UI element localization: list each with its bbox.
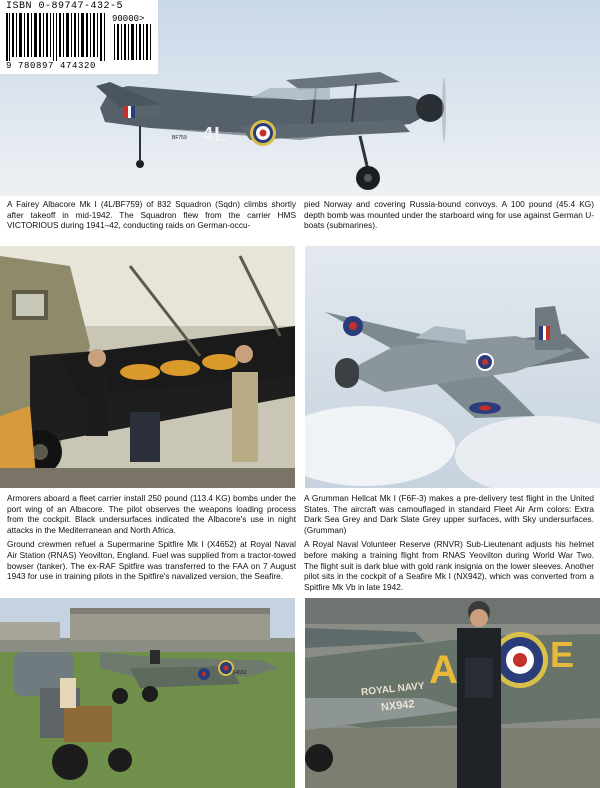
rnvr-pilot-caption: A Royal Naval Volunteer Reserve (RNVR) Sub-Lieutenant adjusts his helmet before making a training flight from RNAS Yeovilton during World War Two. The flight suit is dark blue with gold rank insignia on the lower sleeves. Another pilot sits in the cockpit of a Seafire Mk I (NX942), which was converted from a Spitfire Mk Vb in late 1942.	[304, 539, 594, 592]
hellcat-photo	[305, 246, 600, 488]
albacore-code-marking: 4L	[202, 124, 228, 146]
armorers-caption: Armorers aboard a fleet carrier install 250 pound (113.4 KG) bombs under the port wing of an Albacore. The pilot observes the weapons loading process from the cockpit. Black undersurfaces indicated the Albacore's use in night attacks in the Mediterranean and North Africa.	[7, 493, 296, 535]
seafire-code-a: A	[429, 648, 458, 692]
seafire-serial-marking: NX942	[380, 698, 416, 714]
hellcat-caption: A Grumman Hellcat Mk I (F6F-3) makes a pre-delivery test flight in the United States. The aircraft was camouflaged in standard Fleet Air Arm colors: Extra Dark Sea Grey and Dark Slate Grey upper surfaces, with Sky undersurfaces. (Grumman)	[304, 493, 594, 535]
rnvr-pilot-photo	[305, 598, 600, 788]
albacore-caption-right: pied Norway and covering Russia-bound convoys. A 100 pound (45.4 KG) depth bomb was mounted under the starboard wing for use against German U-boats (submarines).	[304, 199, 594, 231]
armorers-photo	[0, 246, 295, 488]
ean-number: 9 780897 474320	[6, 61, 97, 71]
hellcat-pilot-captions	[304, 493, 594, 596]
isbn-text: ISBN 0-89747-432-5	[6, 1, 124, 12]
seafire-code-e: E	[550, 634, 575, 675]
barcode-bars	[6, 13, 110, 61]
spitfire-refuel-photo	[0, 598, 295, 788]
spitfire-refuel-caption: Ground crewmen refuel a Supermarine Spitfire Mk I (X4652) at Royal Naval Air Station (RNAS) Yeovilton, England. Fuel was supplied from a tractor-towed bowser (tanker). The ex-RAF Spitfire was transferred to the FAA on 7 August 1943 for use in training pilots in the Spitfire's navalized version, the Seafire.	[7, 539, 296, 582]
addon-barcode-bars	[114, 24, 154, 60]
armorers-spitfire-captions	[7, 493, 296, 586]
isbn-barcode	[0, 0, 158, 74]
seafire-royal-navy-marking: ROYAL NAVY	[360, 680, 426, 699]
spitfire-serial-marking: X4652	[232, 670, 247, 676]
albacore-caption-left: A Fairey Albacore Mk I (4L/BF759) of 832 Squadron (Sqdn) climbs shortly after takeoff in mid-1942. The Squadron flew from the carrier HMS VICTORIOUS during 1941–42, conducting raids on German-occu-	[7, 199, 296, 231]
price-code: 90000>	[112, 14, 145, 24]
albacore-serial-marking: BF759	[172, 135, 187, 141]
